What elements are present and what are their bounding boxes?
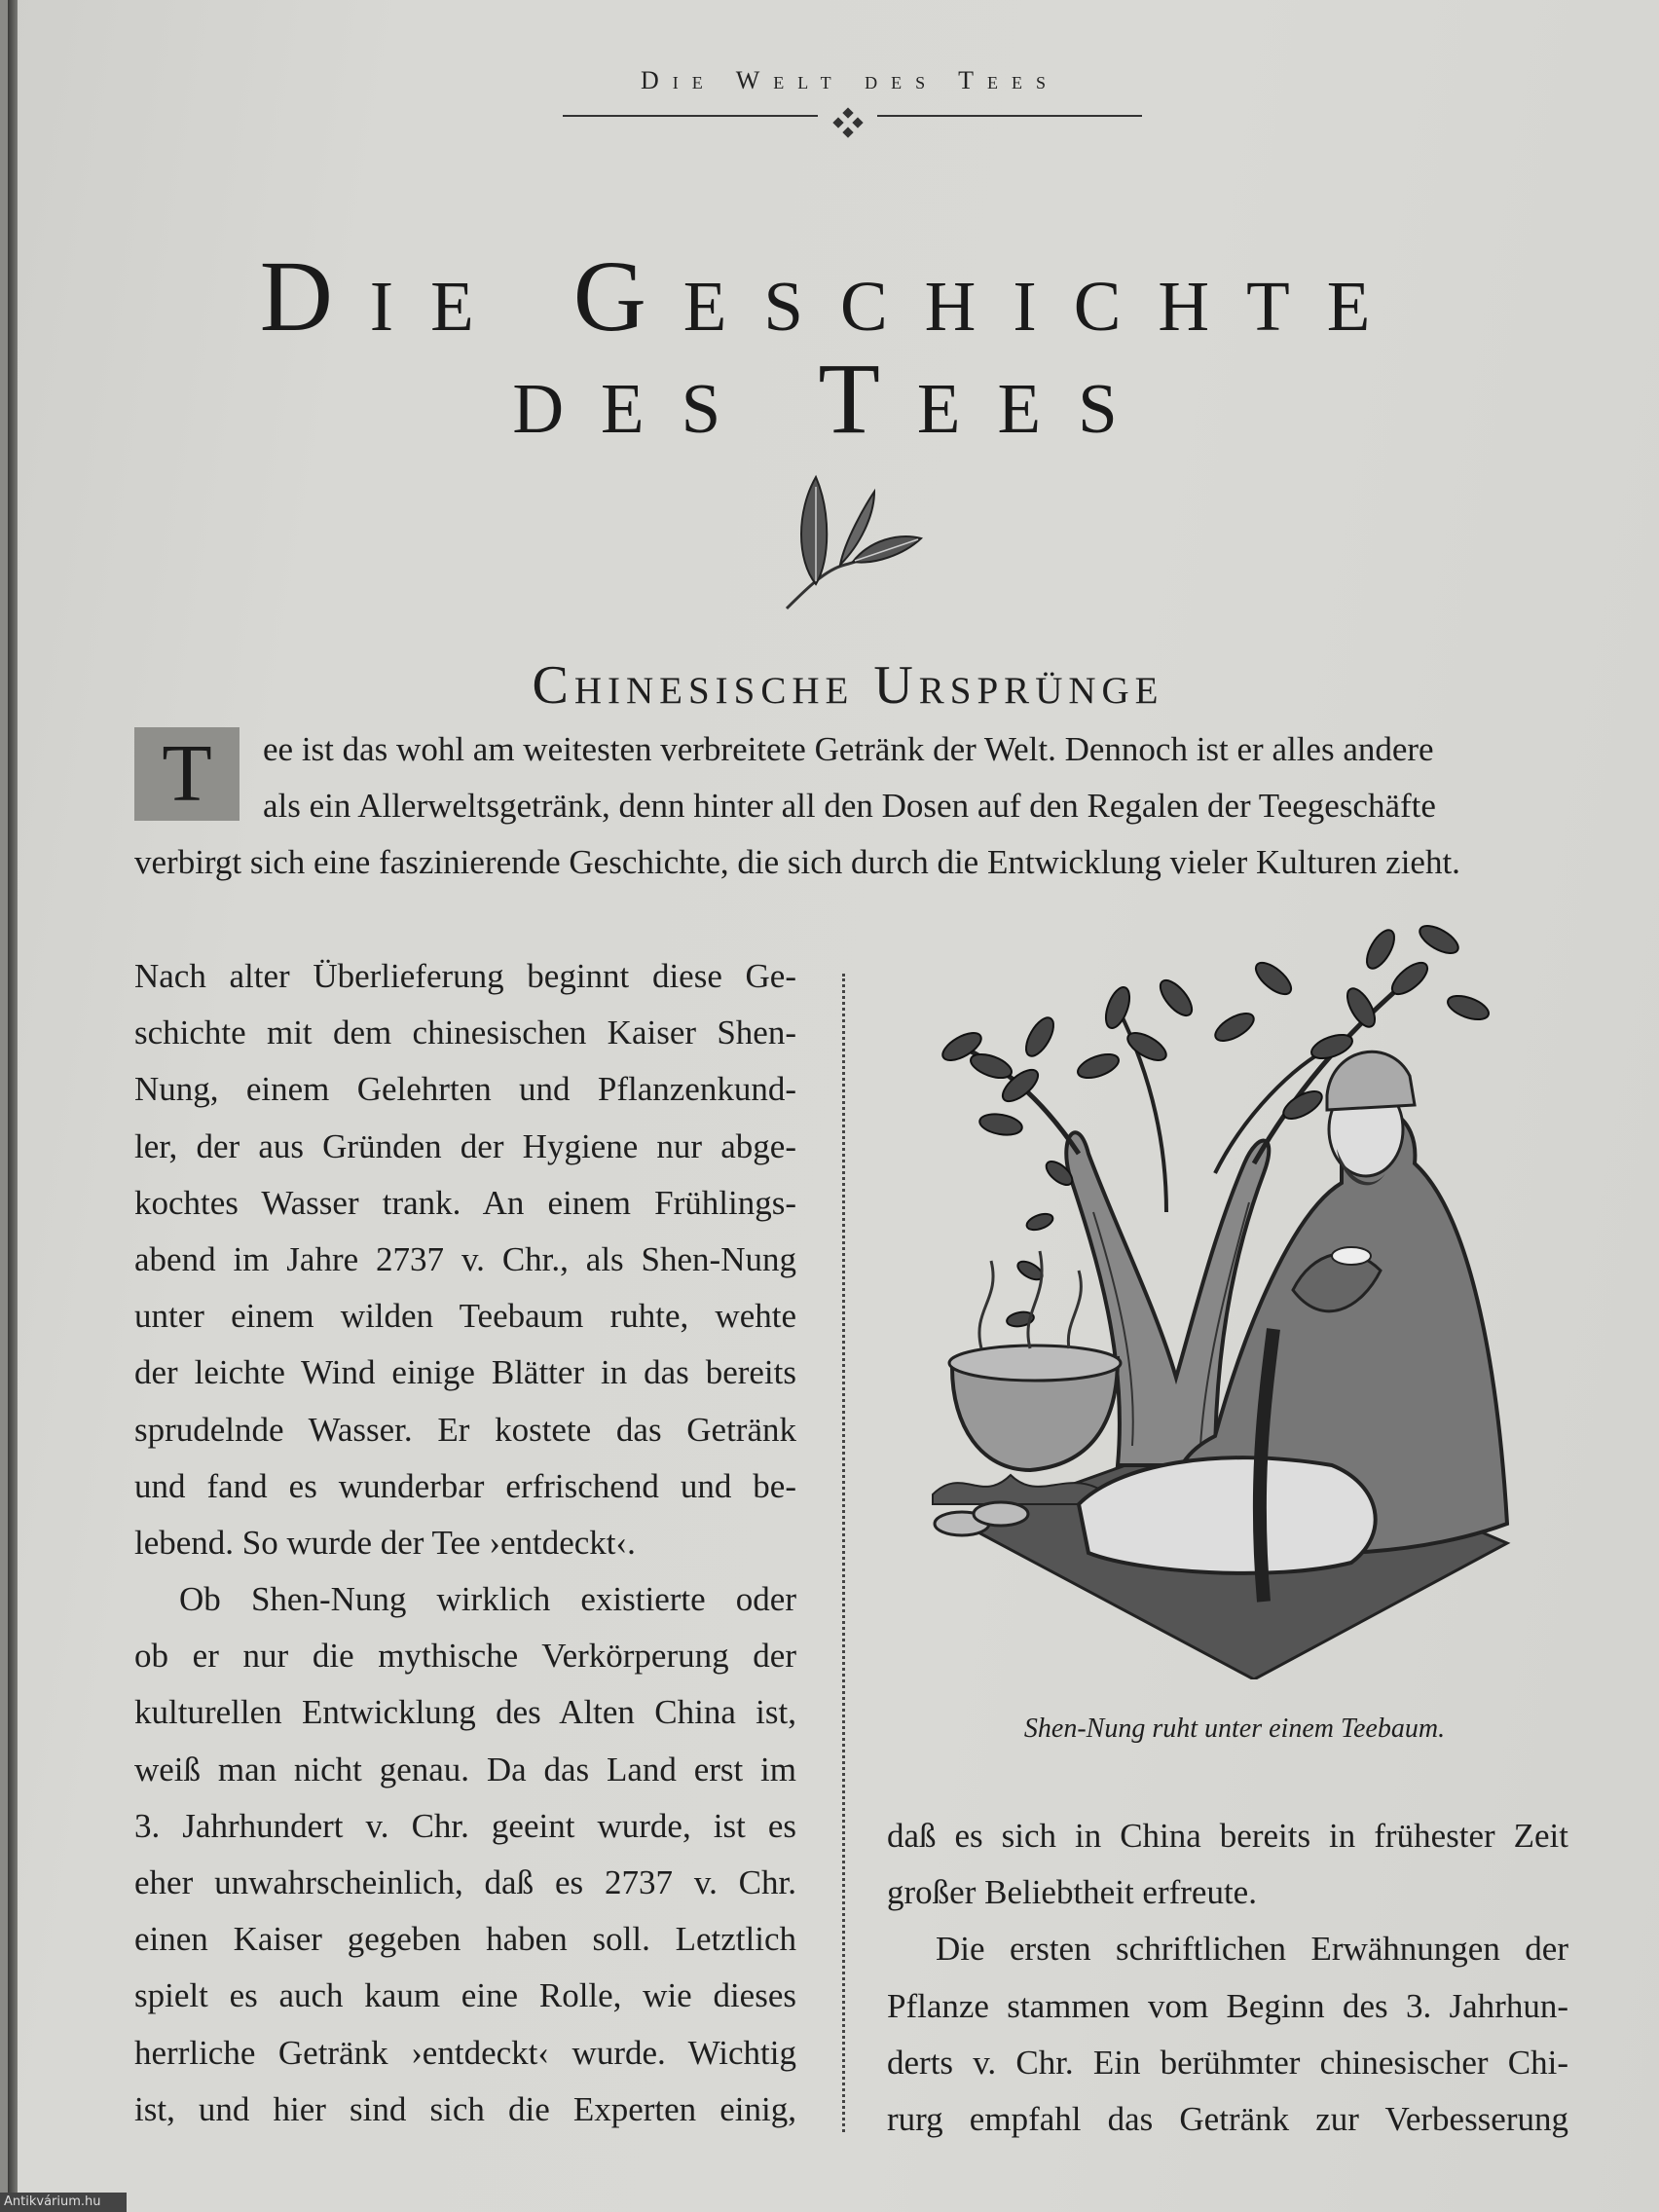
text-line: herrliche Getränk ›entdeckt‹ wurde. Wichtig <box>134 2033 796 2072</box>
intro-line-3: verbirgt sich eine faszinierende Geschichte, die sich durch die Entwicklung vieler Kulturen zieht. <box>134 843 1460 881</box>
illustration-caption: Shen-Nung ruht unter einem Teebaum. <box>1023 1714 1446 1744</box>
text-line: schichte mit dem chinesischen Kaiser Shen- <box>134 1014 796 1052</box>
section-heading: Chinesische Ursprünge <box>532 655 1164 716</box>
text-line: der leichte Wind einige Blätter in das bereits <box>134 1353 796 1392</box>
drop-cap: T <box>134 727 240 821</box>
intro-line-2: als ein Allerweltsgetränk, denn hinter all den Dosen auf den Regalen der Teegeschäfte <box>263 787 1436 825</box>
text-line: Die ersten schriftlichen Erwähnungen der <box>936 1930 1568 1969</box>
text-line: Nung, einem Gelehrten und Pflanzenkund- <box>134 1070 796 1109</box>
text-line: Ob Shen-Nung wirklich existierte oder <box>179 1580 796 1619</box>
text-line: abend im Jahre 2737 v. Chr., als Shen-Nung <box>134 1239 796 1278</box>
text-line: ob er nur die mythische Verkörperung der <box>134 1637 796 1676</box>
text-line: ist, und hier sind sich die Experten einig, <box>134 2089 796 2128</box>
text-line: 3. Jahrhundert v. Chr. geeint wurde, ist es <box>134 1806 796 1845</box>
text-line: einen Kaiser gegeben haben soll. Letztlich <box>134 1920 796 1959</box>
tea-leaf-icon <box>777 472 923 613</box>
text-line: Nach alter Überlieferung beginnt diese Ge- <box>134 957 796 995</box>
intro-line-1: ee ist das wohl am weitesten verbreitete Getränk der Welt. Dennoch ist er alles andere <box>263 730 1434 768</box>
page-title-line-2: des Tees <box>512 343 1155 455</box>
text-line: eher unwahrscheinlich, daß es 2737 v. Chr. <box>134 1863 796 1901</box>
column-divider <box>842 974 845 2132</box>
text-line: großer Beliebtheit erfreute. <box>887 1873 1257 1912</box>
header-rule-right <box>877 115 1142 117</box>
left-column <box>134 957 796 2147</box>
watermark: Antikvárium.hu <box>0 2193 127 2212</box>
diamond-cluster-icon <box>832 107 864 138</box>
text-line: kochtes Wasser trank. An einem Frühlings- <box>134 1183 796 1222</box>
text-line: lebend. So wurde der Tee ›entdeckt‹. <box>134 1523 636 1562</box>
right-column <box>887 1817 1568 2157</box>
text-line: kulturellen Entwicklung des Alten China ist, <box>134 1693 796 1732</box>
text-line: derts v. Chr. Ein berühmter chinesischer Chi- <box>887 2043 1568 2082</box>
running-header: Die Welt des Tees <box>640 66 1060 94</box>
text-line: spielt es auch kaum eine Rolle, wie dieses <box>134 1976 796 2015</box>
text-line: Pflanze stammen vom Beginn des 3. Jahrhun- <box>887 1986 1568 2025</box>
text-line: daß es sich in China bereits in frühester Zeit <box>887 1817 1568 1855</box>
text-line: rurg empfahl das Getränk zur Verbesserung <box>887 2099 1568 2138</box>
page-title-line-1: Die Geschichte <box>259 240 1408 352</box>
header-rule-left <box>563 115 818 117</box>
text-line: weiß man nicht genau. Da das Land erst im <box>134 1750 796 1788</box>
text-line: sprudelnde Wasser. Er kostete das Getränk <box>134 1410 796 1449</box>
book-page <box>8 0 1659 2212</box>
text-line: und fand es wunderbar erfrischend und be- <box>134 1466 796 1505</box>
shen-nung-illustration <box>923 920 1517 1679</box>
text-line: unter einem wilden Teebaum ruhte, wehte <box>134 1297 796 1336</box>
text-line: ler, der aus Gründen der Hygiene nur abge- <box>134 1126 796 1165</box>
